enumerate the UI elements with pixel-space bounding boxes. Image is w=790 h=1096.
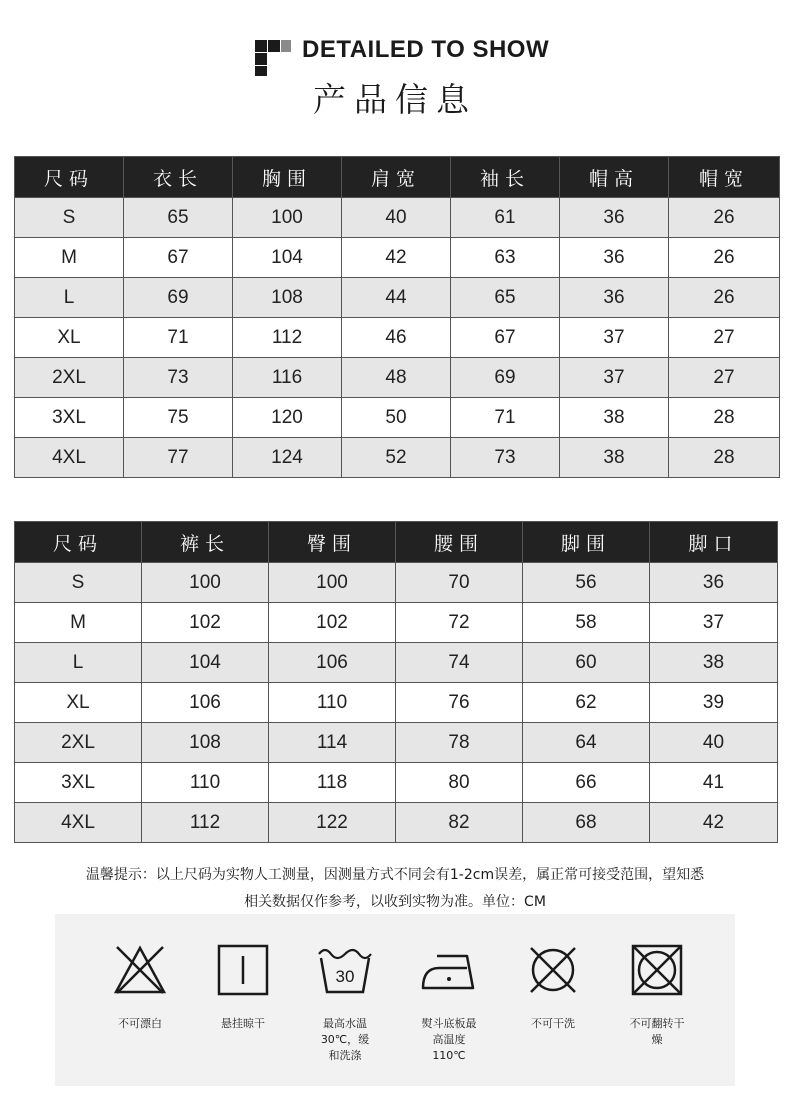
table-row [15,238,780,278]
table-row [15,643,778,683]
column-header: 臀围 [269,522,396,563]
care-label: 不可漂白 [118,1017,162,1030]
measure-cell: 77 [124,438,233,478]
measure-cell: 37 [560,318,669,358]
measure-cell: 61 [451,198,560,238]
measure-cell: 106 [142,683,269,723]
measure-cell: 80 [396,763,523,803]
measure-cell: 36 [650,563,778,603]
title-chinese: 产品信息 [313,80,477,119]
size-cell: XL [15,683,142,723]
size-cell: 3XL [15,398,124,438]
column-header: 尺码 [15,522,142,563]
measure-cell: 41 [650,763,778,803]
size-cell: 4XL [15,438,124,478]
measure-cell: 102 [142,603,269,643]
table-row [15,683,778,723]
column-header: 腰围 [396,522,523,563]
measure-cell: 82 [396,803,523,843]
measure-cell: 78 [396,723,523,763]
size-cell: S [15,563,142,603]
measure-cell: 42 [342,238,451,278]
table-row [15,763,778,803]
care-instructions-panel [55,914,735,1086]
measure-cell: 68 [523,803,650,843]
measure-cell: 48 [342,358,451,398]
measure-cell: 40 [342,198,451,238]
measurement-note [22,862,768,916]
size-cell: 2XL [15,723,142,763]
iron-icon [417,942,481,998]
note-line-2: 相关数据仅作参考，以收到实物为准。单位：CM [244,894,546,910]
measure-cell: 27 [669,318,780,358]
column-header: 帽高 [560,157,669,198]
top-size-table [14,156,780,478]
column-header: 脚围 [523,522,650,563]
column-header: 胸围 [233,157,342,198]
measure-cell: 71 [124,318,233,358]
measure-cell: 76 [396,683,523,723]
measure-cell: 71 [451,398,560,438]
no-bleach-icon [112,942,168,998]
measure-cell: 36 [560,198,669,238]
measure-cell: 64 [523,723,650,763]
care-item-no-dry-clean [503,942,603,1032]
care-item-no-tumble-dry [607,942,707,1048]
measure-cell: 52 [342,438,451,478]
measure-cell: 36 [560,238,669,278]
measure-cell: 46 [342,318,451,358]
measure-cell: 120 [233,398,342,438]
care-label: 悬挂晾干 [221,1017,265,1030]
size-cell: 4XL [15,803,142,843]
measure-cell: 108 [233,278,342,318]
no-tumble-dry-icon [629,942,685,998]
measure-cell: 42 [650,803,778,843]
measure-cell: 62 [523,683,650,723]
measure-cell: 65 [124,198,233,238]
care-item-wash-30 [295,942,395,1064]
table-row [15,438,780,478]
measure-cell: 72 [396,603,523,643]
care-item-hang-dry [193,942,293,1032]
measure-cell: 60 [523,643,650,683]
measure-cell: 27 [669,358,780,398]
hang-dry-icon [215,942,271,998]
measure-cell: 39 [650,683,778,723]
measure-cell: 38 [560,398,669,438]
measure-cell: 40 [650,723,778,763]
measure-cell: 69 [124,278,233,318]
measure-cell: 28 [669,438,780,478]
measure-cell: 110 [142,763,269,803]
table-row [15,563,778,603]
header-row [15,522,778,563]
measure-cell: 67 [124,238,233,278]
measure-cell: 100 [142,563,269,603]
table-row [15,803,778,843]
table-row [15,198,780,238]
title-english: DETAILED TO SHOW [302,36,550,63]
measure-cell: 65 [451,278,560,318]
table-row [15,358,780,398]
measure-cell: 74 [396,643,523,683]
measure-cell: 37 [560,358,669,398]
size-cell: S [15,198,124,238]
measure-cell: 124 [233,438,342,478]
care-item-iron [399,942,499,1064]
measure-cell: 112 [233,318,342,358]
size-cell: L [15,643,142,683]
page-header [0,0,790,130]
measure-cell: 38 [650,643,778,683]
measure-cell: 28 [669,398,780,438]
care-item-no-bleach [90,942,190,1032]
measure-cell: 114 [269,723,396,763]
wash-30-icon [315,942,375,998]
care-label: 不可干洗 [531,1017,575,1030]
measure-cell: 44 [342,278,451,318]
table-row [15,398,780,438]
measure-cell: 38 [560,438,669,478]
size-cell: M [15,238,124,278]
table-row [15,278,780,318]
measure-cell: 26 [669,198,780,238]
measure-cell: 104 [233,238,342,278]
measure-cell: 67 [451,318,560,358]
size-cell: XL [15,318,124,358]
column-header: 帽宽 [669,157,780,198]
measure-cell: 108 [142,723,269,763]
measure-cell: 56 [523,563,650,603]
measure-cell: 122 [269,803,396,843]
column-header: 袖长 [451,157,560,198]
no-dry-clean-icon [525,942,581,998]
size-cell: M [15,603,142,643]
measure-cell: 58 [523,603,650,643]
column-header: 肩宽 [342,157,451,198]
measure-cell: 70 [396,563,523,603]
care-label: 最高水温 30℃，缓 和洗涤 [320,1017,370,1062]
measure-cell: 104 [142,643,269,683]
note-line-1: 温馨提示：以上尺码为实物人工测量，因测量方式不同会有1-2cm误差，属正常可接受范围，望知悉 [85,867,705,883]
measure-cell: 118 [269,763,396,803]
column-header: 尺码 [15,157,124,198]
measure-cell: 37 [650,603,778,643]
measure-cell: 116 [233,358,342,398]
measure-cell: 106 [269,643,396,683]
care-label: 熨斗底板最 高温度 110℃ [421,1017,477,1062]
column-header: 衣长 [124,157,233,198]
brand-squares-icon [255,40,291,76]
column-header: 脚口 [650,522,778,563]
table-row [15,723,778,763]
measure-cell: 73 [124,358,233,398]
measure-cell: 102 [269,603,396,643]
wash-temp-text: 30 [335,967,355,986]
size-cell: 2XL [15,358,124,398]
measure-cell: 26 [669,238,780,278]
measure-cell: 69 [451,358,560,398]
bottom-size-table [14,521,778,843]
table-row [15,603,778,643]
measure-cell: 36 [560,278,669,318]
measure-cell: 66 [523,763,650,803]
measure-cell: 110 [269,683,396,723]
measure-cell: 73 [451,438,560,478]
header-row [15,157,780,198]
measure-cell: 26 [669,278,780,318]
measure-cell: 100 [269,563,396,603]
care-label: 不可翻转干 燥 [629,1017,685,1046]
measure-cell: 75 [124,398,233,438]
column-header: 裤长 [142,522,269,563]
measure-cell: 100 [233,198,342,238]
size-cell: L [15,278,124,318]
measure-cell: 63 [451,238,560,278]
measure-cell: 50 [342,398,451,438]
table-row [15,318,780,358]
size-cell: 3XL [15,763,142,803]
measure-cell: 112 [142,803,269,843]
